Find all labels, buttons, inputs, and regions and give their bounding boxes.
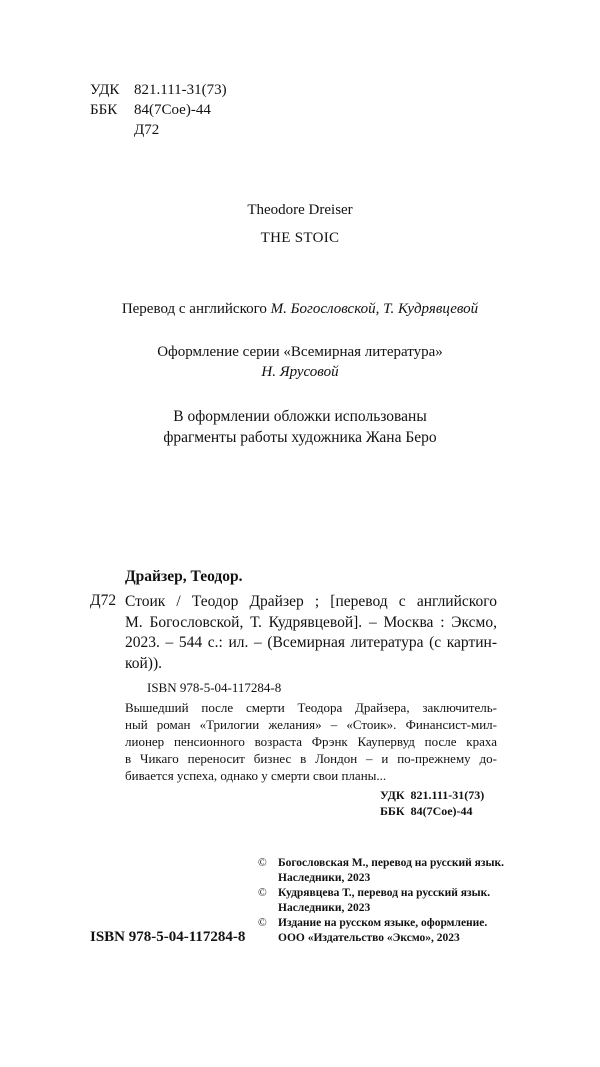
annotation <box>125 699 497 784</box>
record-description <box>125 592 497 674</box>
record-classification <box>380 787 496 819</box>
bbk-label: ББК <box>90 102 118 118</box>
annotation-line: ный роман «Трилогии желания» – «Стоик». Финансист-мил- <box>125 717 497 732</box>
series-designer: Н. Ярусовой <box>261 364 339 380</box>
copyright-sign: © <box>258 857 267 869</box>
copyright-line: Наследники, 2023 <box>278 902 371 914</box>
copyright-block <box>258 856 558 946</box>
copyright-sign: © <box>258 887 267 899</box>
translation-credit <box>0 301 600 318</box>
author-mark: Д72 <box>134 122 160 138</box>
copyright-line: Кудрявцева Т., перевод на русский язык. <box>278 887 491 899</box>
record-line: Стоик / Теодор Драйзер ; [перевод с английского <box>125 593 497 610</box>
udk-value: 821.111-31(73) <box>134 82 227 98</box>
annotation-line: в Чикаго переносит бизнес в Лондон – и по-прежнему до- <box>125 751 497 766</box>
bbk-value: 84(7Сое)-44 <box>134 102 211 118</box>
record-udk: УДК 821.111-31(73) <box>380 788 485 802</box>
copyright-item <box>258 886 558 916</box>
cover-note-line-2: фрагменты работы художника Жана Беро <box>163 429 437 446</box>
isbn-main: ISBN 978-5-04-117284-8 <box>90 929 246 945</box>
series-design-line: Оформление серии «Всемирная литература» <box>157 344 443 360</box>
copyright-sign: © <box>258 917 267 929</box>
record-author-heading: Драйзер, Теодор. <box>125 568 243 585</box>
copyright-line: Издание на русском языке, оформление. <box>278 917 488 929</box>
bbk-row <box>90 100 227 120</box>
copyright-item <box>258 856 558 886</box>
record-isbn: ISBN 978-5-04-117284-8 <box>147 680 282 695</box>
copyright-line: Богословская М., перевод на русский язык. <box>278 857 504 869</box>
translation-prefix: Перевод с английского <box>121 301 267 317</box>
record-line: кой)). <box>125 654 162 672</box>
annotation-line: Вышедший после смерти Теодора Драйзера, заключитель- <box>125 700 497 715</box>
udk-row <box>90 80 227 100</box>
udk-label: УДК <box>90 82 120 98</box>
author-mark-row <box>90 120 227 140</box>
copyright-item <box>258 916 558 946</box>
original-title: THE STOIC <box>260 230 340 246</box>
record-bbk: ББК 84(7Сое)-44 <box>380 804 473 818</box>
record-line: 2023. – 544 с.: ил. – (Всемирная литература (с картин- <box>125 634 497 651</box>
record-code: Д72 <box>90 592 117 609</box>
record-line: М. Богословской, Т. Кудрявцевой]. – Москва : Эксмо, <box>125 613 497 631</box>
annotation-line: лионер пенсионного возраста Фрэнк Каупервуд после краха <box>125 734 497 749</box>
translators: М. Богословской, Т. Кудрявцевой <box>270 301 479 317</box>
copyright-line: Наследники, 2023 <box>278 872 371 884</box>
cover-note-line-1: В оформлении обложки использованы <box>173 408 427 425</box>
annotation-line: бивается успеха, однако у смерти свои планы... <box>125 768 387 783</box>
original-author: Theodore Dreiser <box>247 202 353 218</box>
copyright-line: ООО «Издательство «Эксмо», 2023 <box>278 932 460 944</box>
classification-block <box>90 80 227 140</box>
